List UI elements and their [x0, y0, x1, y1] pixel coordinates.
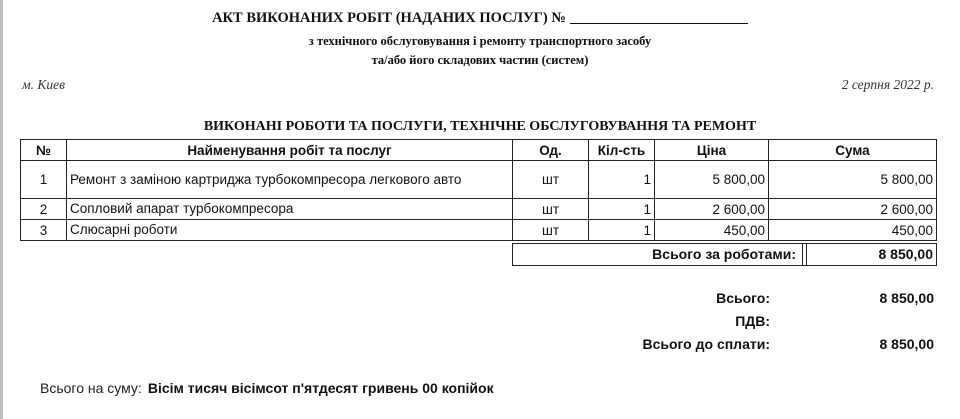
row-unit: шт [513, 161, 589, 199]
amount-in-words-value: Вісім тисяч вісімсот п'ятдесят гривень 00 копійок [147, 380, 494, 396]
row-price: 5 800,00 [655, 161, 769, 199]
amount-in-words-label: Всього на суму: [40, 380, 142, 396]
row-name: Слюсарні роботи [67, 220, 513, 241]
row-qty: 1 [589, 199, 655, 220]
date-label: 2 серпня 2022 р. [841, 77, 934, 92]
total-works-label: Всього за роботами: [513, 244, 803, 265]
document-subtitle-2: та/або його складових частин (систем) [371, 53, 589, 67]
header-num: № [21, 140, 67, 161]
table-header-row [21, 140, 937, 161]
summary-payable-label: Всього до сплати: [642, 336, 770, 352]
summary-payable-value: 8 850,00 [879, 336, 934, 352]
row-sum: 450,00 [769, 220, 937, 241]
row-qty: 1 [589, 161, 655, 199]
summary-total-value: 8 850,00 [879, 290, 934, 306]
row-num: 2 [21, 199, 67, 220]
document-title-text: АКТ ВИКОНАНИХ РОБІТ (НАДАНИХ ПОСЛУГ) № [212, 10, 566, 26]
row-name: Сопловий апарат турбокомпресора [67, 199, 513, 220]
table-row [21, 199, 937, 220]
table-row [21, 161, 937, 199]
amount-in-words [40, 380, 494, 396]
header-name: Найменування робіт та послуг [67, 140, 513, 161]
row-sum: 2 600,00 [769, 199, 937, 220]
row-num: 1 [21, 161, 67, 199]
row-sum: 5 800,00 [769, 161, 937, 199]
summary-vat-label: ПДВ: [735, 313, 770, 329]
row-num: 3 [21, 220, 67, 241]
row-qty: 1 [589, 220, 655, 241]
total-works-value: 8 850,00 [806, 244, 936, 265]
city-label: м. Киев [22, 77, 65, 92]
header-unit: Од. [513, 140, 589, 161]
total-works-row [512, 243, 937, 266]
section-title: ВИКОНАНІ РОБОТИ ТА ПОСЛУГИ, ТЕХНІЧНЕ ОБСЛУГОВУВАННЯ ТА РЕМОНТ [203, 119, 757, 134]
table-row [21, 220, 937, 241]
works-table [20, 139, 937, 241]
row-name: Ремонт з заміною картриджа турбокомпресора легкового авто [67, 161, 513, 199]
document-title [0, 10, 960, 27]
document-number-line [570, 10, 748, 24]
header-sum: Сума [769, 140, 937, 161]
row-unit: шт [513, 220, 589, 241]
row-unit: шт [513, 199, 589, 220]
document-subtitle-1: з технічного обслуговування і ремонту транспортного засобу [308, 34, 652, 48]
header-qty: Кіл-сть [589, 140, 655, 161]
row-price: 450,00 [655, 220, 769, 241]
summary-total-label: Всього: [716, 290, 770, 306]
row-price: 2 600,00 [655, 199, 769, 220]
header-price: Ціна [655, 140, 769, 161]
